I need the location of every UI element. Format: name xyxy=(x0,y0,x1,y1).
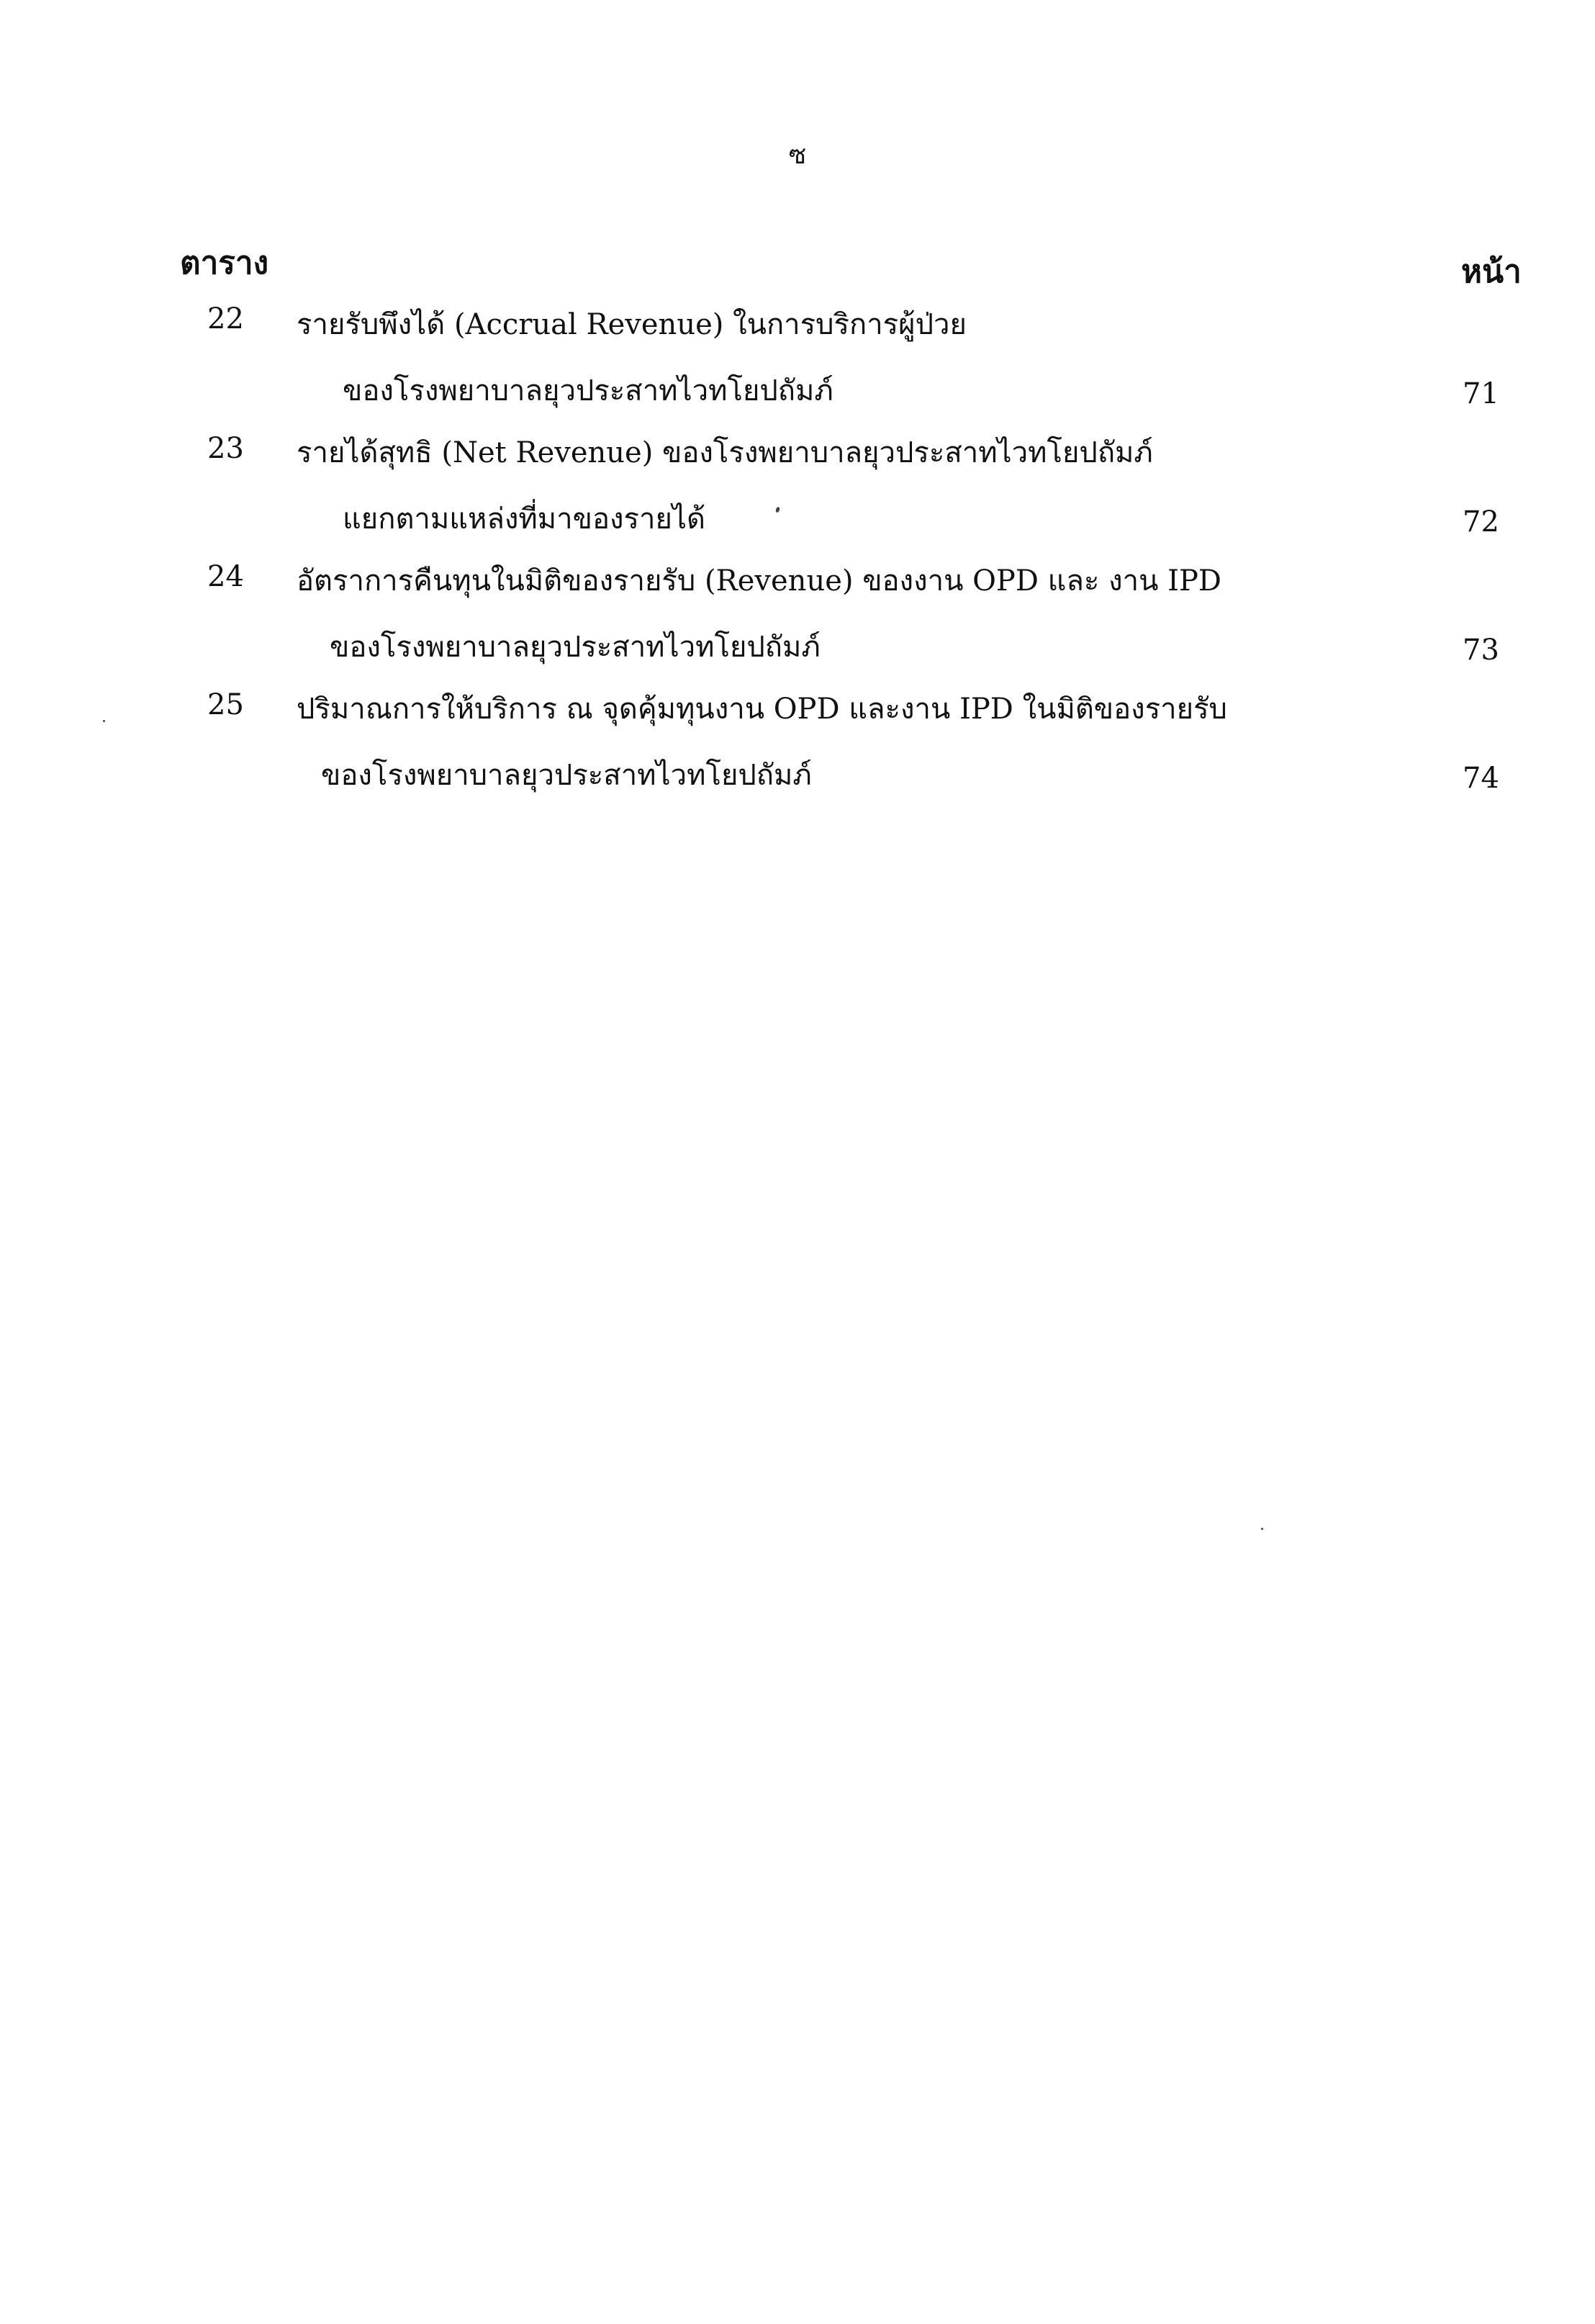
entry-number: 23 xyxy=(207,432,244,465)
entry-title-line1: ปริมาณการให้บริการ ณ จุดคุ้มทุนงาน OPD และงาน IPD ในมิติของรายรับ xyxy=(297,693,1227,726)
entry-title-line2: ของโรงพยาบาลยุวประสาทไวทโยปถัมภ์ xyxy=(321,759,812,792)
page-column-header: หน้า xyxy=(1461,253,1522,290)
entry-page-number: 71 xyxy=(1463,377,1499,410)
entry-page-number: 72 xyxy=(1463,505,1499,539)
entry-title-line1: อัตราการคืนทุนในมิติของรายรับ (Revenue) ของงาน OPD และ งาน IPD xyxy=(297,564,1221,598)
entry-title-line2: แยกตามแหล่งที่มาของรายได้ xyxy=(343,503,706,536)
entry-title-line1: รายรับพึงได้ (Accrual Revenue) ในการบริการผู้ป่วย xyxy=(297,308,967,341)
scan-speck xyxy=(103,720,105,722)
table-column-header: ตาราง xyxy=(180,245,269,282)
scan-speck xyxy=(775,506,780,513)
page-number: ซ xyxy=(788,140,807,170)
entry-title-line2: ของโรงพยาบาลยุวประสาทไวทโยปถัมภ์ xyxy=(343,374,833,407)
entry-number: 22 xyxy=(207,302,244,335)
scan-speck xyxy=(1261,1528,1263,1530)
entry-number: 24 xyxy=(207,560,244,593)
entry-title-line2: ของโรงพยาบาลยุวประสาทไวทโยปถัมภ์ xyxy=(330,631,821,664)
entry-number: 25 xyxy=(207,688,244,721)
entry-page-number: 74 xyxy=(1463,762,1499,795)
entry-title-line1: รายได้สุทธิ (Net Revenue) ของโรงพยาบาลยุวประสาทไวทโยปถัมภ์ xyxy=(297,436,1153,469)
entry-page-number: 73 xyxy=(1463,634,1499,667)
